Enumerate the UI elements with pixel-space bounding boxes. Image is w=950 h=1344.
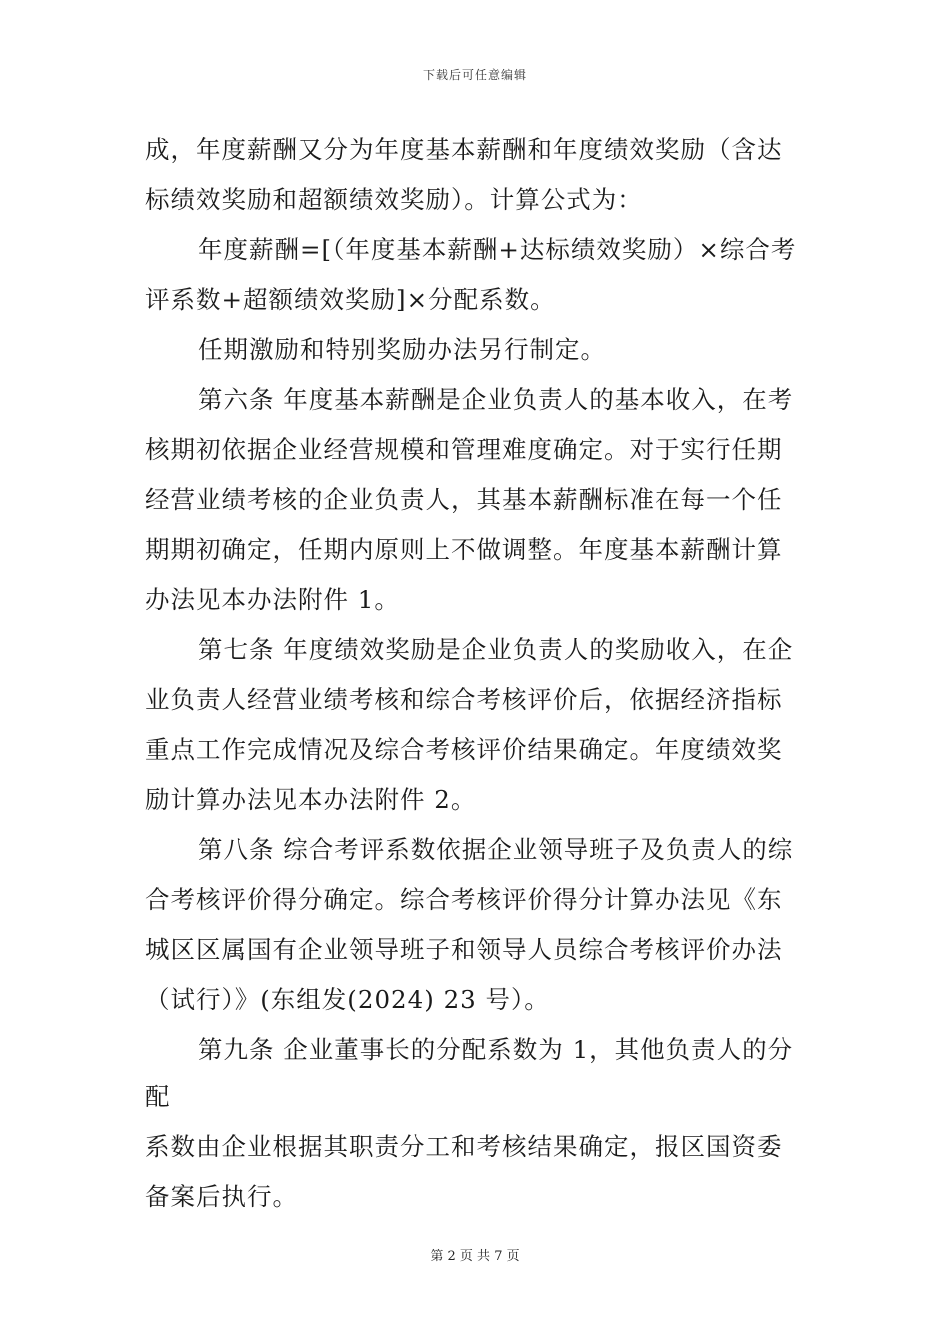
article-8-line: 合考核评价得分确定。综合考核评价得分计算办法见《东: [145, 885, 783, 914]
article-9-line: 配: [145, 1082, 171, 1111]
article-6-line: 经营业绩考核的企业负责人，其基本薪酬标准在每一个任: [145, 485, 783, 514]
article-6-line: 期期初确定，任期内原则上不做调整。年度基本薪酬计算: [145, 535, 783, 564]
article-7-line: 第七条 年度绩效奖励是企业负责人的奖励收入，在企: [198, 635, 794, 664]
article-6-line: 核期初依据企业经营规模和管理难度确定。对于实行任期: [145, 435, 783, 464]
article-8-line: 第八条 综合考评系数依据企业领导班子及负责人的综: [198, 835, 794, 864]
page-header: 下载后可任意编辑: [422, 68, 527, 82]
body-line: 任期激励和特别奖励办法另行制定。: [198, 335, 606, 364]
formula-line: 年度薪酬=[（年度基本薪酬+达标绩效奖励）×综合考: [198, 235, 797, 264]
article-8-line: （试行）》(东组发(2024) 23 号）。: [145, 985, 550, 1014]
article-9-line: 备案后执行。: [145, 1182, 298, 1211]
article-9-line: 第九条 企业董事长的分配系数为 1，其他负责人的分: [198, 1035, 794, 1064]
article-7-line: 业负责人经营业绩考核和综合考核评价后，依据经济指标: [145, 685, 783, 714]
article-6-line: 办法见本办法附件 1。: [145, 585, 400, 614]
article-7-line: 重点工作完成情况及综合考核评价结果确定。年度绩效奖: [145, 735, 783, 764]
article-9-line: 系数由企业根据其职责分工和考核结果确定，报区国资委: [145, 1132, 783, 1161]
article-7-line: 励计算办法见本办法附件 2。: [145, 785, 477, 814]
article-6-line: 第六条 年度基本薪酬是企业负责人的基本收入，在考: [198, 385, 794, 414]
page-number: 第 2 页 共 7 页: [430, 1249, 520, 1264]
body-line: 标绩效奖励和超额绩效奖励）。计算公式为：: [145, 185, 643, 214]
body-line: 成，年度薪酬又分为年度基本薪酬和年度绩效奖励（含达: [145, 135, 783, 164]
article-8-line: 城区区属国有企业领导班子和领导人员综合考核评价办法: [145, 935, 783, 964]
formula-line: 评系数+超额绩效奖励]×分配系数。: [145, 285, 556, 314]
